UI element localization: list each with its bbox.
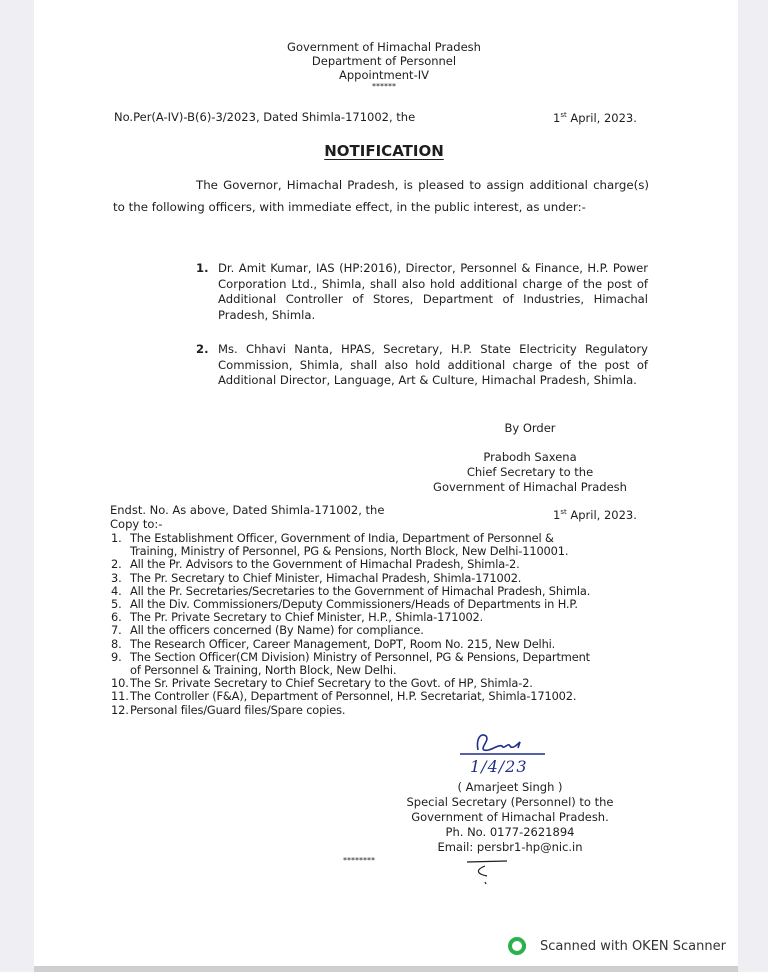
copy-item-number: 9. [111,649,122,664]
copy-list-item [111,532,656,558]
header-stars: ****** [372,82,396,91]
copy-item-text: Personal files/Guard files/Spare copies. [130,702,346,717]
order-number: 1. [196,261,209,275]
copy-item-text: The Sr. Private Secretary to Chief Secretary to the Govt. of HP, Shimla-2. [130,676,533,691]
date-day: 1 [553,507,561,522]
copy-item-number: 7. [111,623,122,638]
endorsement-number: Endst. No. As above, Dated Shimla-171002, the [110,503,385,517]
copy-to-label: Copy to:- [110,517,163,531]
order-text: Ms. Chhavi Nanta, HPAS, Secretary, H.P. State Electricity Regulatory Commission, Shimla, shall also hold additional charge of the post of Additional Director, Language, Art & Culture, Himachal Pradesh, Shimla. [218,342,648,387]
date-rest: April, 2023. [566,110,637,125]
date-day: 1 [553,110,561,125]
title-text: NOTIFICATION [324,142,444,160]
footer-stars: ******** [343,856,375,865]
copy-item-text: All the Pr. Advisors to the Government of Himachal Pradesh, Shimla-2. [130,557,520,572]
copy-item-number: 1. [111,531,122,545]
copy-item-text: The Research Officer, Career Management, DoPT, Room No. 215, New Delhi. [130,636,556,651]
copy-list [111,532,656,717]
signatory-name: ( Amarjeet Singh ) [457,780,563,794]
signatory-block [380,780,640,855]
watermark-text: Scanned with OKEN Scanner [540,938,726,954]
copy-list-item [111,704,656,717]
chief-secretary-government: Government of Himachal Pradesh [433,480,627,494]
handwritten-signature-icon [450,732,560,760]
intro-first-line: The Governor, Himachal Pradesh, is pleased to assign additional [196,178,588,192]
copy-item-number: 8. [111,636,122,651]
email-label: Email: [437,840,477,854]
scanner-watermark [508,934,726,958]
reference-date [553,108,637,125]
copy-item-number: 2. [111,557,122,572]
intro-rest: charge(s) to the following officers, with immediate effect, in the public interest, as under:- [113,178,649,214]
copy-item-continuation: Training, Ministry of Personnel, PG & Pensions, North Block, New Delhi-110001. [130,544,569,559]
order-item-2 [196,342,648,389]
by-order-signatory [400,450,660,495]
copy-item-number: 6. [111,610,122,625]
notification-title [0,141,768,161]
copy-list-item [111,651,656,677]
oken-logo-icon [508,936,528,956]
handwritten-date: 1/4/23 [470,757,528,776]
copy-item-text: The Establishment Officer, Government of India, Department of Personnel & [130,531,554,545]
by-order-label: By Order [504,421,556,435]
signatory-email [380,840,640,855]
copy-item-text: The Pr. Private Secretary to Chief Minister, H.P., Shimla-171002. [130,610,484,625]
copy-item-text: All the Pr. Secretaries/Secretaries to the Government of Himachal Pradesh, Shimla. [130,583,591,598]
chief-secretary-name: Prabodh Saxena [483,450,577,464]
copy-item-number: 12. [111,702,129,717]
copy-item-number: 4. [111,583,122,598]
copy-item-text: The Pr. Secretary to Chief Minister, Himachal Pradesh, Shimla-171002. [130,570,522,585]
signatory-phone: Ph. No. 0177-2621894 [445,825,575,839]
order-number: 2. [196,342,209,356]
copy-item-text: The Controller (F&A), Department of Personnel, H.P. Secretariat, Shimla-171002. [130,689,577,704]
copy-item-number: 11. [111,689,129,704]
signatory-designation: Special Secretary (Personnel) to the [406,795,614,809]
copy-item-text: All the Div. Commissioners/Deputy Commissioners/Heads of Departments in H.P. [130,597,578,612]
intro-paragraph [113,175,649,218]
pen-mark-icon [465,858,515,888]
copy-item-number: 3. [111,570,122,585]
date-suffix: st [560,111,567,119]
page-bottom-edge [34,966,738,972]
header-department: Department of Personnel [311,54,457,68]
copy-item-number: 5. [111,597,122,612]
chief-secretary-designation: Chief Secretary to the [466,465,594,479]
header-government: Government of Himachal Pradesh [287,40,481,54]
email-address: persbr1-hp@nic.in [476,840,583,854]
signatory-government: Government of Himachal Pradesh. [411,810,609,824]
copy-item-text: The Section Officer(CM Division) Ministry of Personnel, PG & Pensions, Department [130,649,590,664]
header-section: Appointment-IV [339,68,429,82]
endorsement-date [553,505,637,522]
order-item-1 [196,261,648,323]
reference-number: No.Per(A-IV)-B(6)-3/2023, Dated Shimla-171002, the [114,110,416,124]
copy-item-continuation: of Personnel & Training, North Block, New Delhi. [130,663,397,678]
date-rest: April, 2023. [566,507,637,522]
copy-item-number: 10. [111,676,129,691]
date-suffix: st [560,508,567,516]
copy-item-text: All the officers concerned (By Name) for compliance. [130,623,424,638]
order-text: Dr. Amit Kumar, IAS (HP:2016), Director, Personnel & Finance, H.P. Power Corporation Ltd., Shimla, shall also hold additional charge of the post of Additional Controller of Stores, Department of Industries, Himachal Pradesh, Shimla. [218,261,648,322]
